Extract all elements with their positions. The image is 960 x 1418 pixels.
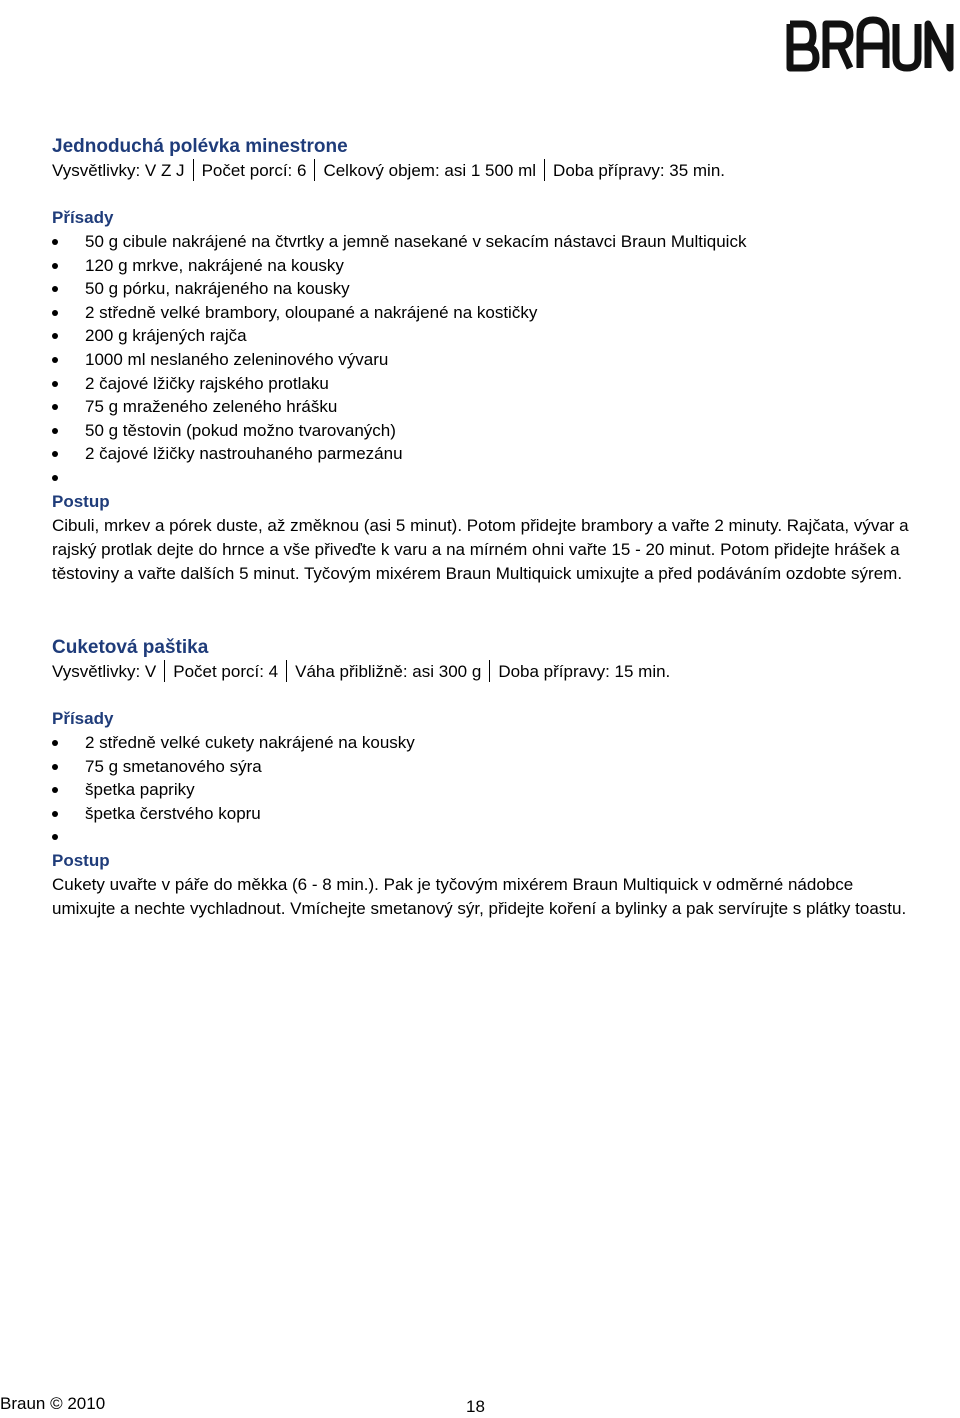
braun-logo-mark bbox=[786, 16, 954, 72]
ingredient-item bbox=[52, 372, 912, 396]
recipe-meta bbox=[52, 159, 912, 183]
meta-portions: Počet porcí: 4 bbox=[173, 662, 279, 681]
bullet-icon bbox=[52, 263, 58, 269]
recipe-title: Jednoduchá polévka minestrone bbox=[52, 136, 348, 157]
bullet-icon bbox=[52, 404, 58, 410]
bullet-icon bbox=[52, 740, 58, 746]
bullet-icon bbox=[52, 239, 58, 245]
bullet-icon bbox=[52, 286, 58, 292]
bullet-icon bbox=[52, 811, 58, 817]
bullet-icon bbox=[52, 357, 58, 363]
ingredient-item bbox=[52, 348, 912, 372]
bullet-icon bbox=[52, 333, 58, 339]
meta-separator bbox=[286, 660, 287, 682]
braun-logo bbox=[780, 0, 960, 80]
ingredient-item bbox=[52, 755, 912, 779]
ingredients-list bbox=[52, 731, 912, 849]
ingredients-list bbox=[52, 230, 912, 490]
ingredient-text: 2 čajové lžičky rajského protlaku bbox=[85, 373, 329, 393]
meta-separator bbox=[489, 660, 490, 682]
ingredient-text: 200 g krájených rajča bbox=[85, 326, 247, 346]
meta-separator bbox=[314, 159, 315, 181]
ingredient-item bbox=[52, 277, 912, 301]
ingredient-text: 50 g cibule nakrájené na čtvrtky a jemně nasekané v sekacím nástavci Braun Multiquick bbox=[85, 232, 747, 251]
ingredient-item bbox=[52, 731, 912, 755]
ingredient-text: špetka papriky bbox=[85, 780, 195, 800]
ingredient-item bbox=[52, 301, 912, 325]
method-text: Cukety uvařte v páře do měkka (6 - 8 min.). Pak je tyčovým mixérem Braun Multiquick v odměrné nádobce umixujte a nechte vychladnout. Vmíchejte smetanový sýr, přidejte koření a bylinky a pak servírujte s plátky toastu. bbox=[52, 874, 907, 918]
ingredients-heading: Přísady bbox=[52, 208, 114, 227]
ingredient-text: 1000 ml neslaného zeleninového vývaru bbox=[85, 349, 389, 369]
ingredient-text: 50 g těstovin (pokud možno tvarovaných) bbox=[85, 420, 396, 440]
method-text: Cibuli, mrkev a pórek duste, až změknou (asi 5 minut). Potom přidejte brambory a vařte 2 minuty. Rajčata, vývar a rajský protlak dejte do hrnce a vše přiveďte k varu a na mírném ohni vařte 15 - 20 minut. Potom přidejte hrášek a těstoviny a vařte dalších 5 minut. Tyčovým mixérem Braun Multiquick umixujte a před podáváním ozdobte sýrem. bbox=[52, 515, 909, 583]
meta-separator bbox=[544, 159, 545, 181]
meta-portions: Počet porcí: 6 bbox=[201, 161, 307, 180]
meta-time: Doba přípravy: 35 min. bbox=[553, 161, 726, 180]
recipe-meta bbox=[52, 660, 912, 684]
bullet-icon bbox=[52, 787, 58, 793]
ingredient-text: 2 středně velké brambory, oloupané a nakrájené na kostičky bbox=[85, 302, 538, 322]
bullet-icon bbox=[52, 428, 58, 434]
ingredient-text: 120 g mrkve, nakrájené na kousky bbox=[85, 255, 344, 275]
ingredient-text: špetka čerstvého kopru bbox=[85, 803, 261, 823]
meta-time: Doba přípravy: 15 min. bbox=[498, 662, 671, 681]
ingredient-item bbox=[52, 324, 912, 348]
ingredient-item bbox=[52, 778, 912, 802]
method-heading: Postup bbox=[52, 850, 110, 870]
ingredient-item bbox=[52, 419, 912, 443]
ingredient-item bbox=[52, 395, 912, 419]
ingredient-text: 2 středně velké cukety nakrájené na kousky bbox=[85, 733, 415, 752]
bullet-icon bbox=[52, 475, 58, 481]
ingredient-item bbox=[52, 466, 912, 490]
bullet-icon bbox=[52, 834, 58, 840]
ingredients-heading: Přísady bbox=[52, 709, 114, 728]
recipe-minestrone bbox=[52, 135, 912, 586]
meta-legend: Vysvětlivky: V Z J bbox=[52, 161, 185, 180]
ingredient-text: 75 g mraženého zeleného hrášku bbox=[85, 397, 338, 417]
meta-legend: Vysvětlivky: V bbox=[52, 662, 157, 681]
bullet-icon bbox=[52, 764, 58, 770]
ingredient-item bbox=[52, 825, 912, 849]
recipe-title: Cuketová paštika bbox=[52, 637, 209, 658]
ingredient-item bbox=[52, 230, 912, 254]
footer-copyright: Braun © 2010 bbox=[0, 1394, 106, 1413]
ingredient-text: 50 g pórku, nakrájeného na kousky bbox=[85, 279, 350, 299]
ingredient-text: 75 g smetanového sýra bbox=[85, 756, 262, 776]
ingredient-item bbox=[52, 802, 912, 826]
meta-separator bbox=[164, 660, 165, 682]
ingredient-item bbox=[52, 254, 912, 278]
ingredient-text: 2 čajové lžičky nastrouhaného parmezánu bbox=[85, 444, 403, 464]
ingredient-item bbox=[52, 442, 912, 466]
bullet-icon bbox=[52, 451, 58, 457]
bullet-icon bbox=[52, 310, 58, 316]
meta-separator bbox=[193, 159, 194, 181]
method-heading: Postup bbox=[52, 491, 110, 511]
recipe-zucchini-pate bbox=[52, 636, 912, 921]
meta-volume: Celkový objem: asi 1 500 ml bbox=[323, 161, 537, 180]
bullet-icon bbox=[52, 381, 58, 387]
meta-weight: Váha přibližně: asi 300 g bbox=[295, 662, 482, 681]
page-number: 18 bbox=[466, 1397, 485, 1416]
